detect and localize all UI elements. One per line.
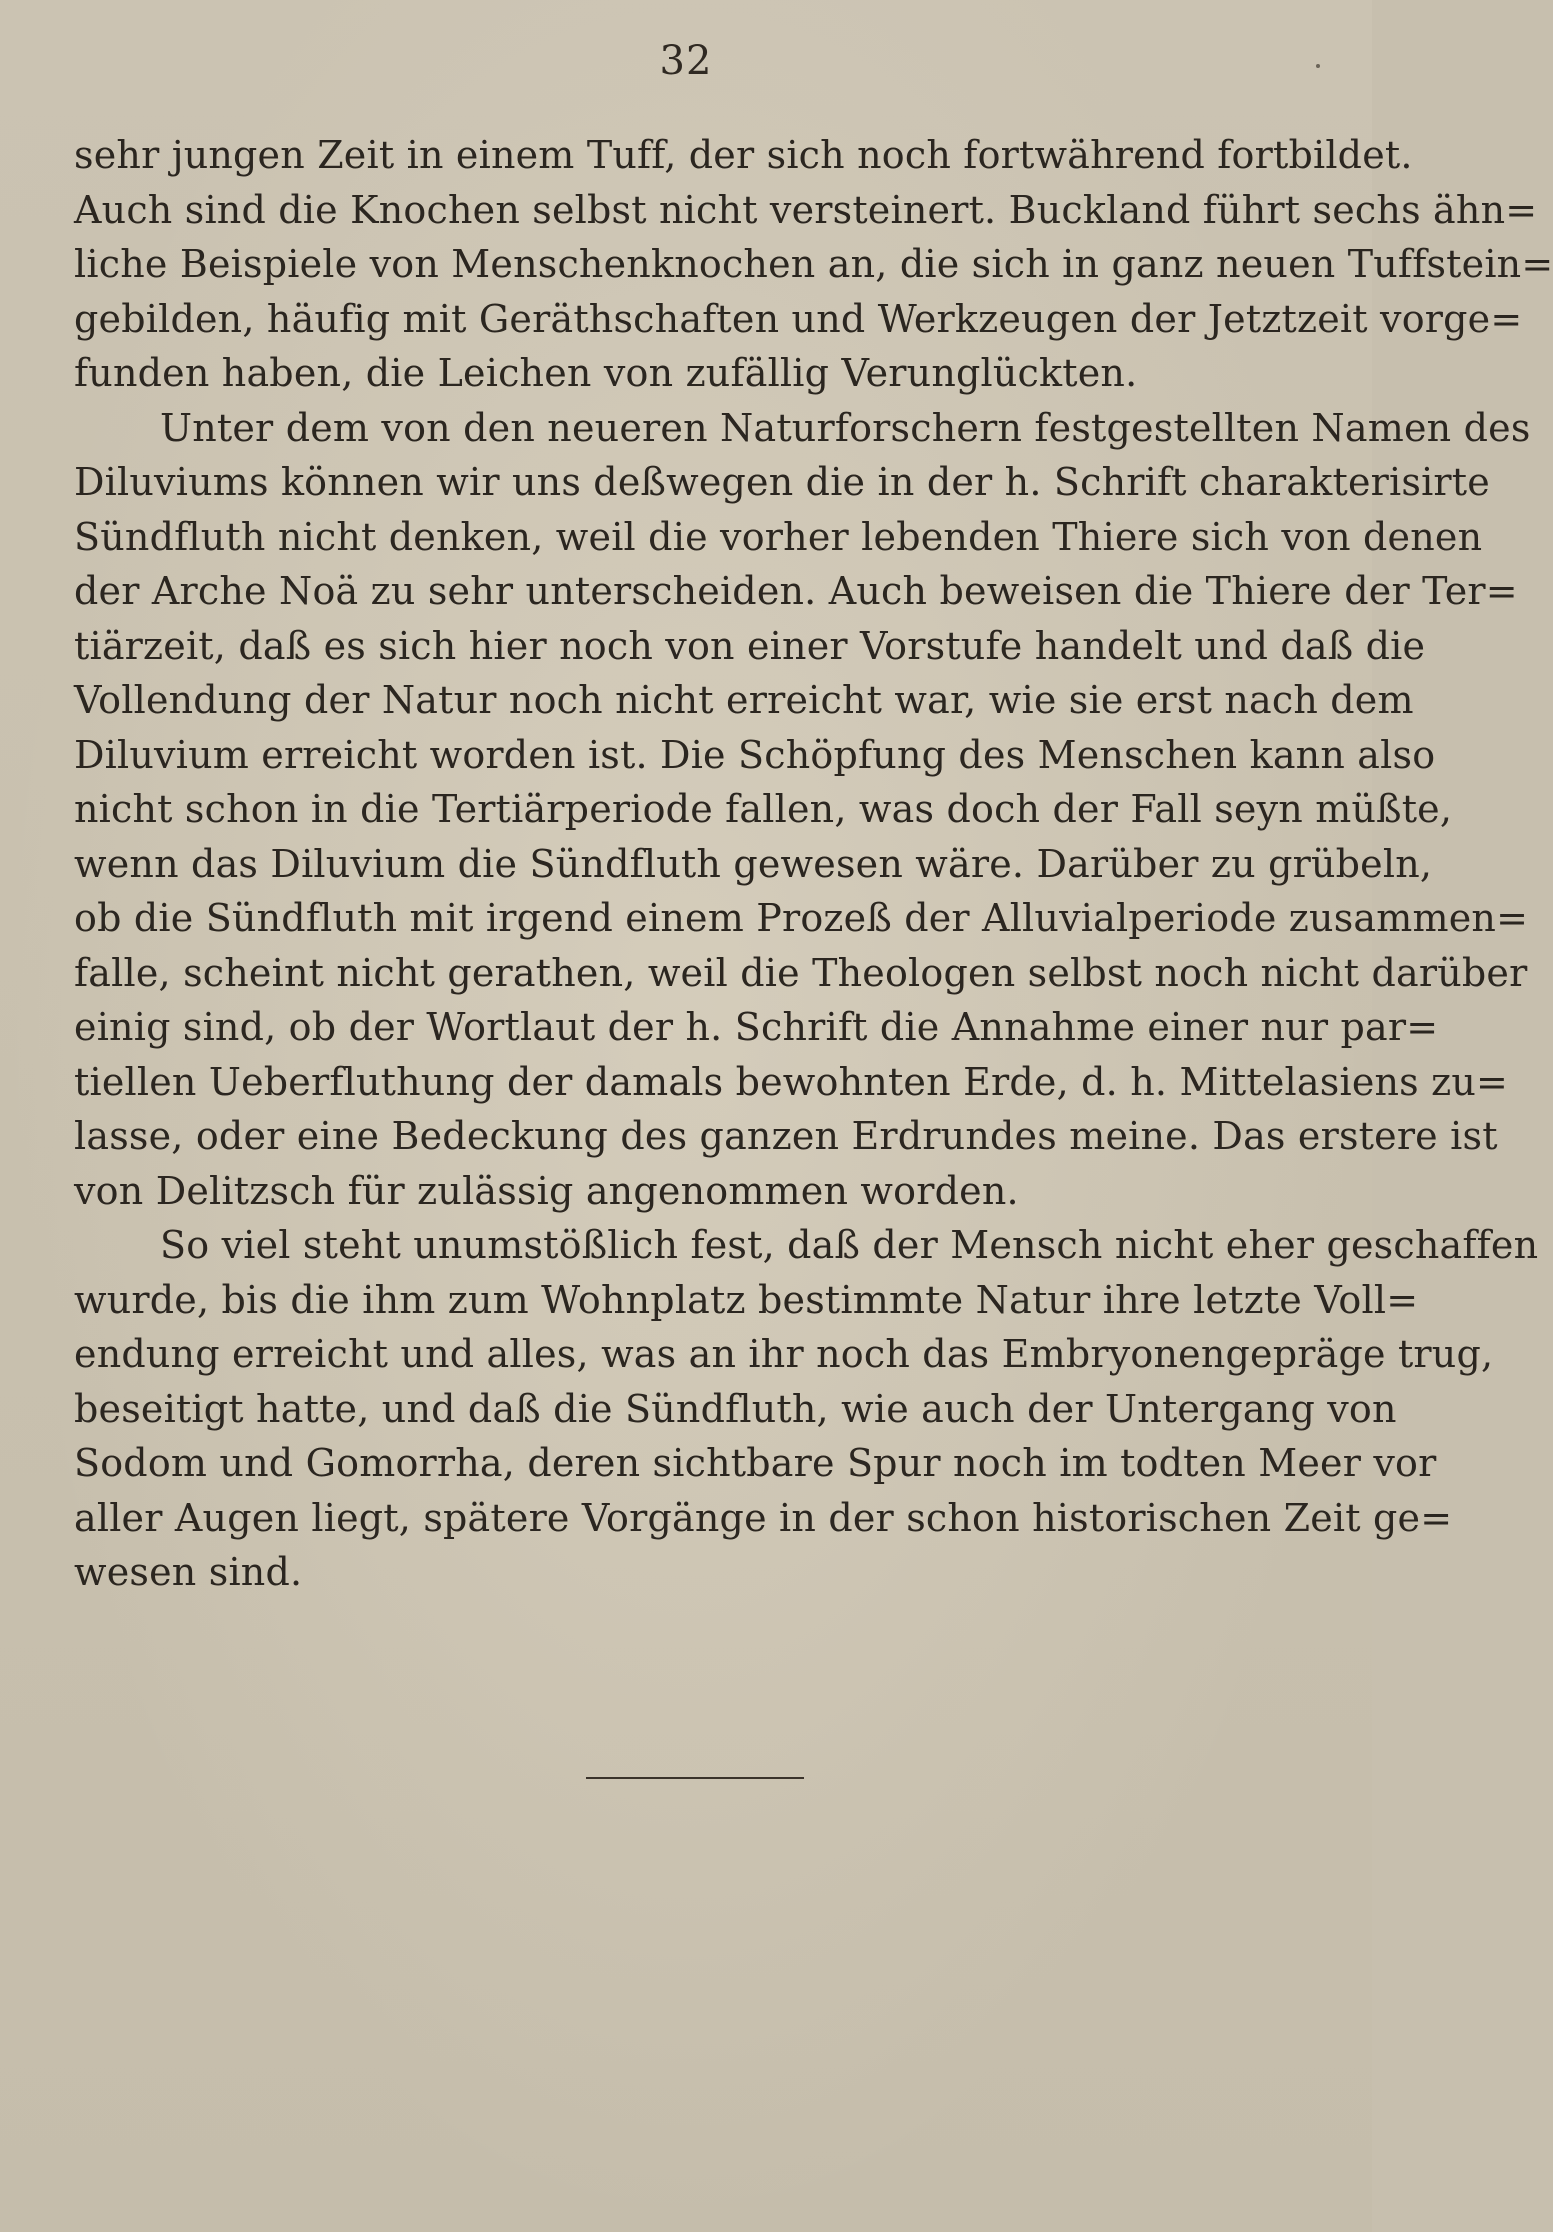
text-line: beseitigt hatte, und daß die Sündfluth, wie auch der Untergang von — [74, 1386, 1397, 1431]
text-line: nicht schon in die Tertiärperiode fallen, was doch der Fall seyn müßte, — [74, 787, 1453, 831]
text-line: Sodom und Gomorrha, deren sichtbare Spur noch im todten Meer vor — [74, 1441, 1437, 1485]
text-line: sehr jungen Zeit in einem Tuff, der sich noch fortwährend fortbildet. — [74, 133, 1413, 177]
body-text — [74, 128, 1553, 1600]
text-line: endung erreicht und alles, was an ihr noch das Embryonengepräge trug, — [74, 1332, 1494, 1376]
text-line: ob die Sündfluth mit irgend einem Prozeß der Alluvialperiode zusammen= — [74, 896, 1529, 940]
text-line: Unter dem von den neueren Naturforschern festgestellten Namen des — [160, 405, 1531, 450]
text-line: So viel steht unumstößlich fest, daß der Mensch nicht eher geschaffen — [160, 1223, 1539, 1267]
text-line: Diluvium erreicht worden ist. Die Schöpfung des Menschen kann also — [74, 732, 1436, 777]
end-rule — [586, 1777, 804, 1779]
text-line: liche Beispiele von Menschenknochen an, die sich in ganz neuen Tuffstein= — [74, 242, 1553, 286]
text-line: einig sind, ob der Wortlaut der h. Schrift die Annahme einer nur par= — [74, 1005, 1439, 1049]
text-line: wesen sind. — [74, 1550, 303, 1594]
text-line: Sündfluth nicht denken, weil die vorher lebenden Thiere sich von denen — [74, 514, 1483, 559]
text-line: lasse, oder eine Bedeckung des ganzen Erdrundes meine. Das erstere ist — [74, 1114, 1498, 1158]
text-line: wenn das Diluvium die Sündfluth gewesen wäre. Darüber zu grübeln, — [74, 841, 1433, 886]
paragraph — [74, 401, 1531, 1219]
text-line: von Delitzsch für zulässig angenommen worden. — [74, 1168, 1019, 1213]
text-line: falle, scheint nicht gerathen, weil die Theologen selbst noch nicht darüber — [74, 950, 1528, 995]
text-line: Auch sind die Knochen selbst nicht versteinert. Buckland führt sechs ähn= — [74, 187, 1538, 232]
text-line: wurde, bis die ihm zum Wohnplatz bestimmte Natur ihre letzte Voll= — [74, 1277, 1419, 1322]
paragraph — [74, 128, 1553, 401]
paragraph — [74, 1218, 1539, 1600]
text-line: tiellen Ueberfluthung der damals bewohnten Erde, d. h. Mittelasiens zu= — [74, 1059, 1509, 1104]
text-line: Vollendung der Natur noch nicht erreicht war, wie sie erst nach dem — [74, 678, 1414, 722]
text-line: tiärzeit, daß es sich hier noch von einer Vorstufe handelt und daß die — [74, 623, 1426, 668]
page-number: 32 — [659, 38, 713, 84]
text-line: aller Augen liegt, spätere Vorgänge in der schon historischen Zeit ge= — [74, 1495, 1453, 1540]
text-line: Diluviums können wir uns deßwegen die in der h. Schrift charakterisirte — [74, 460, 1490, 504]
text-line: funden haben, die Leichen von zufällig Verunglückten. — [74, 351, 1138, 395]
text-line: der Arche Noä zu sehr unterscheiden. Auch beweisen die Thiere der Ter= — [74, 569, 1518, 613]
text-line: gebilden, häufig mit Geräthschaften und Werkzeugen der Jetztzeit vorge= — [74, 296, 1523, 341]
